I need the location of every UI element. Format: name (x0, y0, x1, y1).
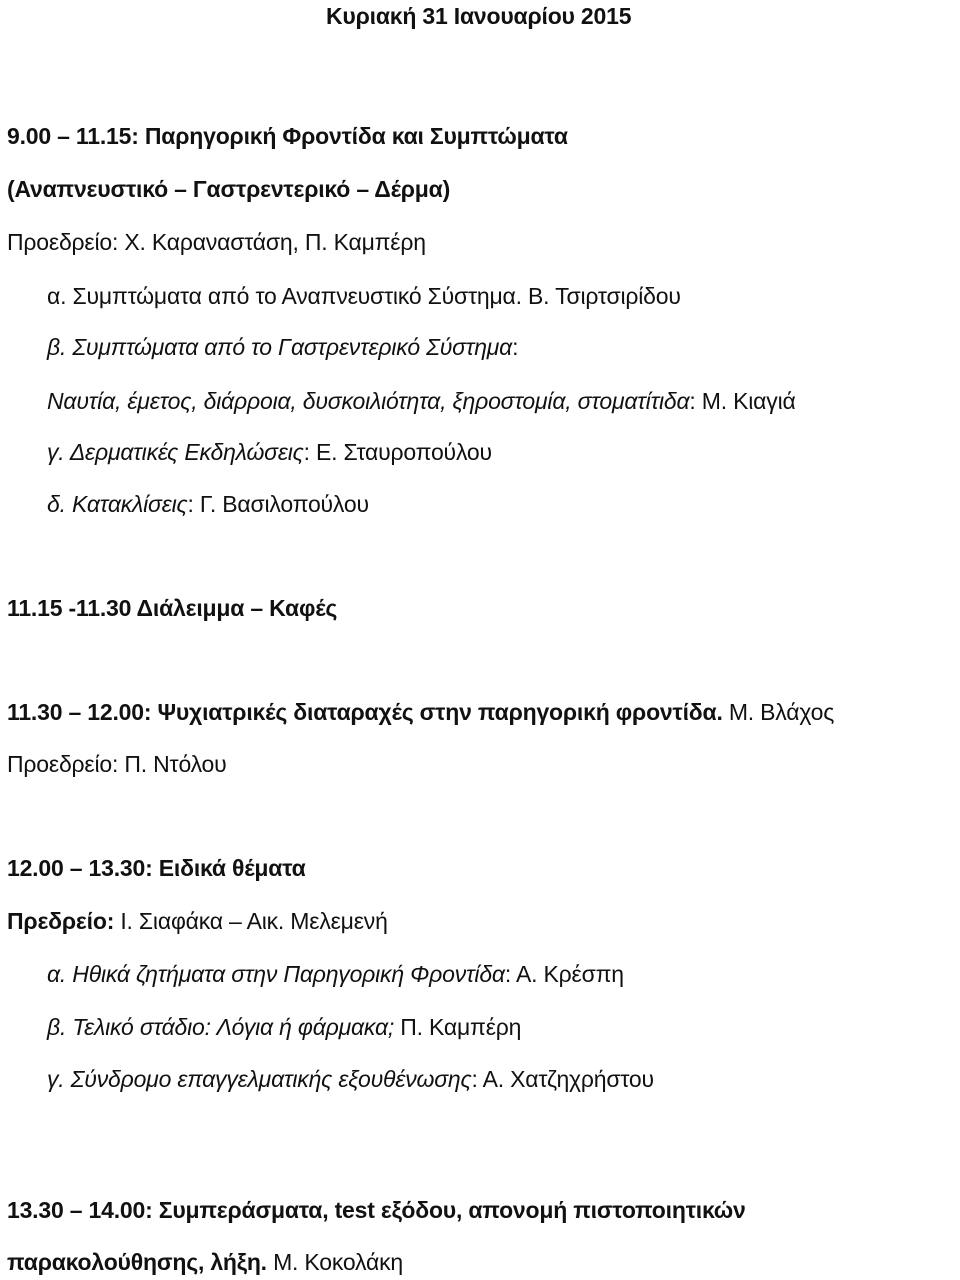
session2-title: 11.30 – 12.00: Ψυχιατρικές διαταραχές στην παρηγορική φροντίδα. (7, 699, 723, 725)
session4-title-end: παρακολούθησης, λήξη. (7, 1249, 267, 1275)
session3-item-b-speaker: Π. Καμπέρη (394, 1014, 522, 1040)
session3-item-b-title: β. Τελικό στάδιο: Λόγια ή φάρμακα; (47, 1014, 395, 1040)
session1-chair: Προεδρείο: Χ. Καραναστάση, Π. Καμπέρη (7, 229, 426, 255)
session4-speaker: Μ. Κοκολάκη (266, 1249, 403, 1275)
session1-heading-line2: (Αναπνευστικό – Γαστρεντερικό – Δέρμα) (7, 176, 451, 202)
day-title: Κυριακή 31 Ιανουαρίου 2015 (326, 3, 632, 29)
session4-heading-line2 (7, 1248, 403, 1276)
session3-item-b (47, 1013, 521, 1041)
session1-item-a: α. Συμπτώματα από το Αναπνευστικό Σύστημα. Β. Τσιρτσιρίδου (47, 283, 681, 309)
item-c-title: γ. Δερματικές Εκδηλώσεις (47, 439, 304, 465)
item-b-title: β. Συμπτώματα από το Γαστρεντερικό Σύστημα (47, 334, 513, 360)
item-b-speaker: : Μ. Κιαγιά (689, 388, 796, 414)
item-b-detail: Ναυτία, έμετος, διάρροια, δυσκοιλιότητα, ξηροστομία, στοματίτιδα (47, 388, 690, 414)
item-b-colon: : (512, 334, 519, 360)
session3-chair-names: Ι. Σιαφάκα – Αικ. Μελεμενή (114, 908, 388, 934)
session3-item-a-speaker: : Α. Κρέσπη (504, 961, 624, 987)
session3-item-c (47, 1065, 654, 1093)
session1-item-d (47, 490, 369, 518)
session2-heading (7, 698, 834, 726)
session1-item-b-detail (47, 387, 796, 415)
session3-item-c-title: γ. Σύνδρομο επαγγελματικής εξουθένωσης (47, 1066, 472, 1092)
session3-chair-label: Πρεδρείο: (7, 908, 115, 934)
session1-item-b (47, 333, 518, 361)
session1-heading-line1: 9.00 – 11.15: Παρηγορική Φροντίδα και Συμπτώματα (7, 123, 568, 149)
session2-chair: Προεδρείο: Π. Ντόλου (7, 751, 227, 777)
session1-item-c (47, 438, 492, 466)
session2-speaker: Μ. Βλάχος (722, 699, 835, 725)
session3-item-a (47, 960, 624, 988)
session3-heading: 12.00 – 13.30: Ειδικά θέματα (7, 855, 306, 881)
session3-item-a-title: α. Ηθικά ζητήματα στην Παρηγορική Φροντίδα (47, 961, 505, 987)
session4-heading-line1: 13.30 – 14.00: Συμπεράσματα, test εξόδου, απονομή πιστοποιητικών (7, 1197, 746, 1223)
item-c-speaker: : Ε. Σταυροπούλου (303, 439, 492, 465)
session3-item-c-speaker: : Α. Χατζηχρήστου (471, 1066, 654, 1092)
item-d-title: δ. Κατακλίσεις (47, 491, 188, 517)
break-line: 11.15 -11.30 Διάλειμμα – Καφές (7, 595, 338, 621)
session3-chair (7, 907, 388, 935)
item-d-speaker: : Γ. Βασιλοπούλου (187, 491, 369, 517)
